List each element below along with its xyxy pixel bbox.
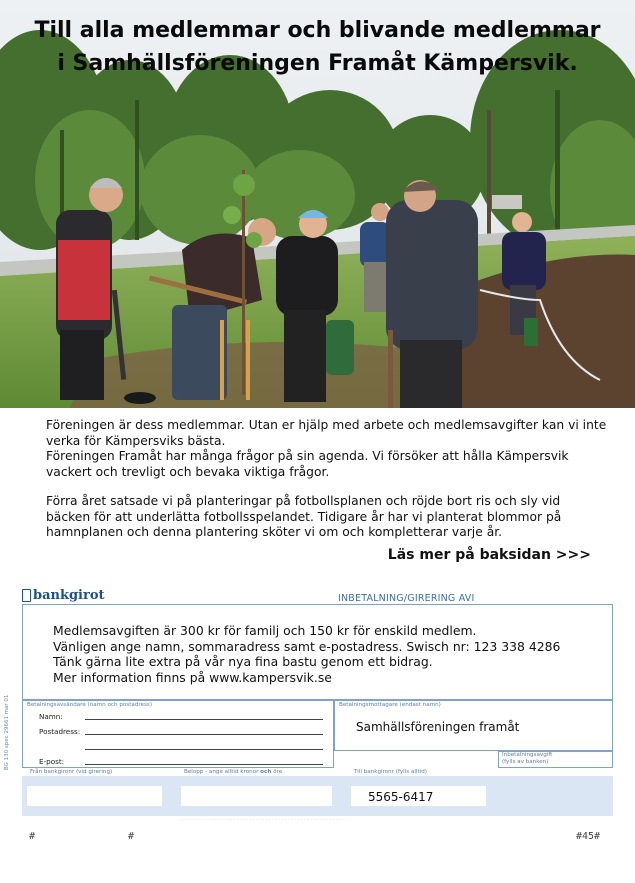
faint-footer-text: · · · · · · · · · · · · · · · · · · · · · · · · · · · · · · · · · · · · · · · · · · · · · · · · · · · · ·: [180, 817, 347, 823]
intro-line: verka för Kämpersviks bästa.: [46, 433, 226, 448]
bankgirot-logo-icon: [22, 589, 31, 602]
last-year-line: bäcken för att underlätta fotbollsspelandet. Tidigare år har vi planterat blommor på: [46, 509, 562, 524]
address-label: Postadress:: [39, 727, 81, 736]
to-account-label: Till bankgironr (fylls alltid): [354, 769, 427, 775]
last-year-line: Förra året satsade vi på planteringar på fotbollsplanen och röjde bort ris och sly vid: [46, 494, 561, 508]
bankgirot-logo-text: bankgirot: [33, 588, 105, 603]
form-spec-code: BG 130 spec 29661 mar 01: [4, 694, 10, 770]
name-input[interactable]: [85, 719, 323, 720]
email-label: E-post:: [39, 757, 65, 766]
headline-line-1: Till alla medlemmar och blivande medlemmar: [34, 18, 601, 43]
message-line: Tänk gärna lite extra på vår nya fina bastu genom ett bidrag.: [53, 654, 433, 670]
message-line: Medlemsavgiften är 300 kr för familj och 150 kr för enskild medlem.: [53, 623, 477, 638]
ocr-mark-right: #45#: [576, 831, 601, 842]
payer-label: Betalningsavsändare (namn och postadress): [27, 702, 153, 708]
fee-sub-label: (fylls av banken): [502, 759, 549, 765]
from-account-label: Från bankgironr (vid girering): [30, 769, 113, 775]
form-heading: INBETALNING/GIRERING AVI: [338, 593, 475, 604]
headline-line-2: i Samhällsföreningen Framåt Kämpersvik.: [57, 51, 578, 76]
address-input-2[interactable]: [85, 749, 323, 750]
name-label: Namn:: [39, 712, 63, 721]
fee-label: Inbetalningsavgift: [502, 752, 553, 758]
ocr-mark-middle: #: [128, 831, 135, 842]
bankgirot-logo: [22, 588, 105, 603]
to-account-number: 5565-6417: [368, 790, 434, 804]
amount-label: Belopp - ange alltid kronor och öre: [184, 769, 283, 775]
message-line: Vänligen ange namn, sommaradress samt e-postadress. Swisch nr: 123 338 4286: [53, 638, 561, 654]
header-photo: [0, 0, 635, 408]
email-input[interactable]: [85, 764, 323, 765]
headline: [0, 14, 635, 80]
ocr-mark-left: #: [29, 831, 36, 842]
intro-line: Föreningen är dess medlemmar. Utan er hjälp med arbete och medlemsavgifter kan vi inte: [46, 418, 607, 432]
membership-message: [53, 623, 560, 685]
last-year-paragraph: [46, 494, 606, 541]
payee-label: Betalningsmottagare (endast namn): [339, 702, 441, 708]
from-account-input[interactable]: [27, 786, 162, 806]
intro-line: vackert och trevligt och bevaka viktiga frågor.: [46, 464, 330, 479]
address-input[interactable]: [85, 734, 323, 735]
intro-line: Föreningen Framåt har många frågor på sin agenda. Vi försöker att hålla Kämpersvik: [46, 449, 569, 464]
read-more-link[interactable]: Läs mer på baksidan >>>: [387, 547, 591, 563]
message-line: Mer information finns på www.kampersvik.se: [53, 669, 332, 685]
intro-paragraph: [46, 418, 606, 480]
last-year-line: hamnplanen och denna plantering sköter vi om och kompletterar varje år.: [46, 525, 503, 540]
amount-input[interactable]: [181, 786, 332, 806]
recipient-name: Samhällsföreningen framåt: [356, 720, 520, 734]
